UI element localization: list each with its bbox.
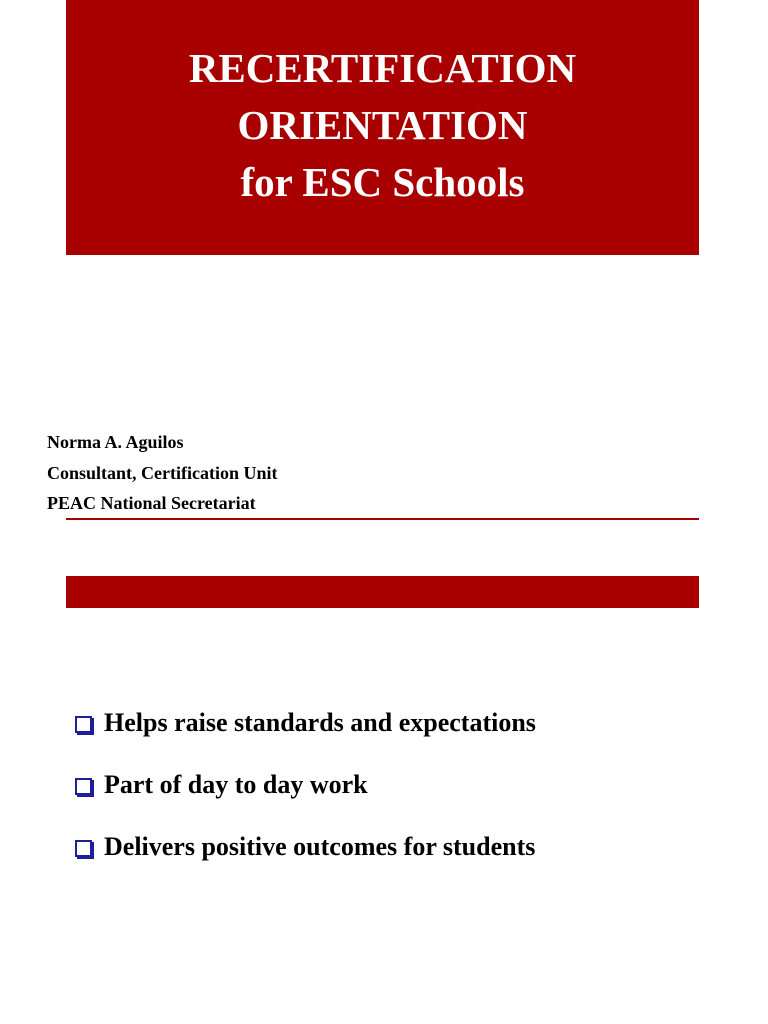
presenter-position: Consultant, Certification Unit <box>47 462 278 483</box>
title-line-2: ORIENTATION <box>237 102 528 148</box>
title-line-3: for ESC Schools <box>240 159 525 205</box>
divider-line <box>66 518 699 520</box>
bullet-text: Delivers positive outcomes for students <box>104 832 536 861</box>
list-item <box>75 692 536 754</box>
square-bullet-icon <box>75 716 92 733</box>
square-bullet-icon <box>75 778 92 795</box>
square-bullet-icon <box>75 840 92 857</box>
bullet-list <box>75 692 536 878</box>
bullet-text: Helps raise standards and expectations <box>104 708 536 737</box>
section-header-bar <box>66 576 699 608</box>
list-item <box>75 816 536 878</box>
list-item <box>75 754 536 816</box>
presenter-info <box>47 427 278 519</box>
title-line-1: RECERTIFICATION <box>188 45 577 91</box>
bullet-text: Part of day to day work <box>104 770 368 799</box>
presenter-name: Norma A. Aguilos <box>47 432 184 452</box>
title-banner <box>66 0 699 255</box>
presenter-organization: PEAC National Secretariat <box>47 493 256 513</box>
